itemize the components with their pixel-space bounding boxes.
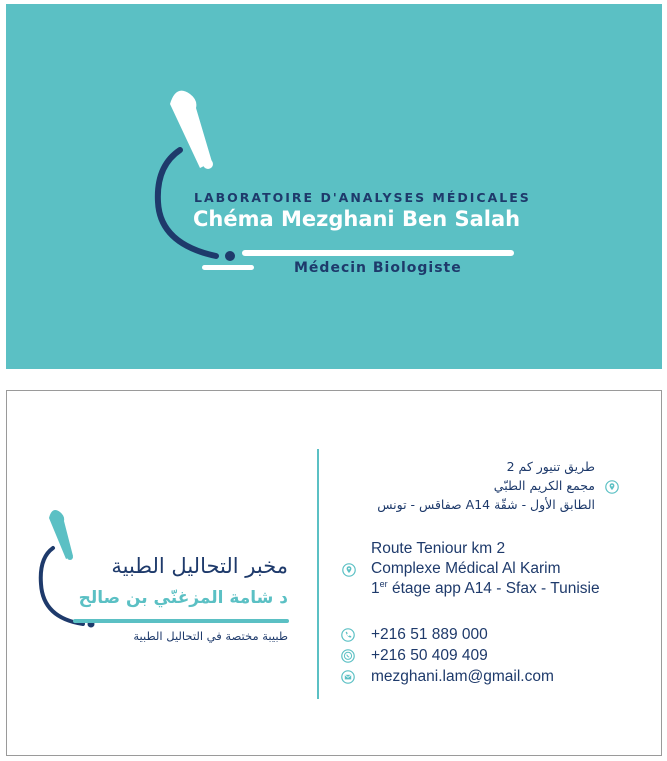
ar-address-line: طريق تنيور كم 2 [506, 459, 595, 474]
email-address[interactable]: mezghani.lam@gmail.com [371, 667, 554, 685]
ar-address-line: الطابق الأول - شقّة A14 صفاقس - تونس [377, 497, 595, 512]
card-back [6, 390, 662, 756]
lab-title: LABORATOIRE D'ANALYSES MÉDICALES [194, 190, 531, 205]
specialty: Médecin Biologiste [294, 260, 462, 276]
floor-number: 1 [371, 580, 380, 597]
ar-address [327, 457, 595, 514]
fr-address [371, 539, 600, 599]
phone-icon [341, 628, 355, 642]
divider [317, 449, 319, 699]
whatsapp-icon [341, 649, 355, 663]
whatsapp-row [341, 645, 554, 666]
decorative-line [73, 619, 289, 623]
fr-address-line: Complexe Médical Al Karim [371, 560, 561, 577]
ar-lab-title: مخبر التحاليل الطبية [111, 554, 288, 578]
decorative-line [242, 250, 514, 256]
location-pin-icon [605, 480, 619, 494]
phone-number[interactable]: +216 51 889 000 [371, 625, 488, 643]
ar-doctor-name: د شامة المزغنّي بن صالح [78, 588, 288, 608]
email-row [341, 666, 554, 687]
card-front [6, 4, 662, 369]
fr-address-line [371, 579, 600, 599]
ar-address-line: مجمع الكريم الطبّي [493, 478, 595, 493]
email-icon [341, 670, 355, 684]
fr-address-line: Route Teniour km 2 [371, 540, 506, 557]
whatsapp-number[interactable]: +216 50 409 409 [371, 646, 488, 664]
location-pin-icon [342, 563, 356, 577]
doctor-name: Chéma Mezghani Ben Salah [193, 207, 521, 231]
floor-rest: étage app A14 - Sfax - Tunisie [387, 580, 600, 597]
decorative-line-short [202, 265, 254, 270]
floor-suffix: er [379, 578, 388, 589]
ar-specialty: طبيبة مختصة في التحاليل الطبية [133, 629, 288, 643]
phone-row [341, 624, 554, 645]
contacts [341, 624, 554, 687]
